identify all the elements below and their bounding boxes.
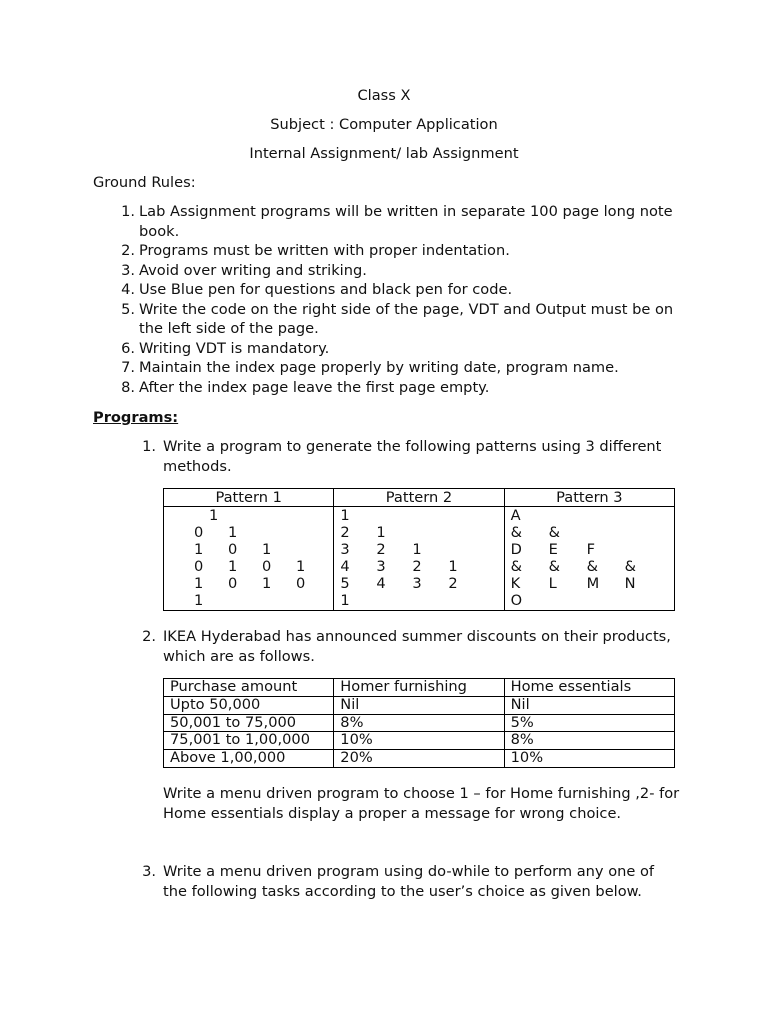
pattern-char: 1 xyxy=(376,524,386,541)
pattern-char: 1 xyxy=(262,541,272,558)
program-text: Write a program to generate the following patterns using 3 different methods. xyxy=(163,438,662,475)
rule-number: 3. xyxy=(121,261,135,279)
pattern-char: & xyxy=(510,558,523,575)
rule-text: After the index page leave the first page empty. xyxy=(139,378,490,396)
pattern-char: 3 xyxy=(340,541,350,558)
table-cell: 20% xyxy=(334,750,504,768)
rule-number: 8. xyxy=(121,378,135,396)
ground-rules-title: Ground Rules: xyxy=(93,174,196,191)
pattern-char: 1 xyxy=(194,592,204,609)
rule-number: 1. xyxy=(121,203,135,220)
program-number: 1. xyxy=(142,438,156,455)
pattern-char: & xyxy=(510,524,523,541)
pattern-char: & xyxy=(624,558,637,575)
subject-heading: Subject : Computer Application xyxy=(270,116,498,133)
table-header-cell: Purchase amount xyxy=(164,679,334,697)
pattern-char: 2 xyxy=(448,575,458,592)
pattern-char: 1 xyxy=(296,558,306,575)
class-heading: Class X xyxy=(357,87,411,104)
program-text: IKEA Hyderabad has announced summer discounts on their products, which are as follows. xyxy=(163,628,671,665)
program-2-note: Write a menu driven program to choose 1 – for Home furnishing ,2- for Home essentials display a proper a message for wrong choice. xyxy=(163,785,680,822)
pattern-3-cell xyxy=(504,507,674,611)
rule-number: 5. xyxy=(121,300,135,318)
pattern-char: 0 xyxy=(228,575,238,592)
table-cell: Above 1,00,000 xyxy=(164,750,334,768)
program-text: Write a menu driven program using do-while to perform any one of the following tasks according to the user’s choice as given below. xyxy=(163,863,655,900)
table-row xyxy=(164,732,675,750)
pattern-1-cell xyxy=(164,507,334,611)
program-1 xyxy=(138,437,678,476)
ground-rules-list xyxy=(93,202,683,397)
rule-number: 4. xyxy=(121,281,135,298)
rule-item xyxy=(93,339,683,359)
pattern-char: 0 xyxy=(296,575,306,592)
pattern-char: F xyxy=(586,541,596,558)
table-row xyxy=(164,507,675,611)
pattern-char: 2 xyxy=(340,524,350,541)
pattern-char: 2 xyxy=(376,541,386,558)
table-header-cell: Pattern 2 xyxy=(334,489,504,507)
table-cell: Nil xyxy=(504,696,674,714)
pattern-char: 1 xyxy=(262,575,272,592)
pattern-char: 2 xyxy=(412,558,422,575)
table-cell: 10% xyxy=(504,750,674,768)
pattern-char: & xyxy=(548,524,561,541)
table-header-cell: Pattern 3 xyxy=(504,489,674,507)
pattern-char: 5 xyxy=(340,575,350,592)
rule-item xyxy=(93,358,683,378)
table-header-row xyxy=(164,489,675,507)
table-cell: 8% xyxy=(334,714,504,732)
pattern-char: 1 xyxy=(412,541,422,558)
program-number: 3. xyxy=(142,863,156,880)
pattern-char: A xyxy=(510,507,521,524)
pattern-char: 4 xyxy=(376,575,386,592)
rule-item xyxy=(93,280,683,300)
pattern-char: N xyxy=(624,575,636,592)
rule-text: Write the code on the right side of the page, VDT and Output must be on the left side of the page. xyxy=(139,300,674,337)
rule-text: Use Blue pen for questions and black pen for code. xyxy=(139,281,513,298)
pattern-char: 1 xyxy=(209,507,219,524)
programs-title: Programs: xyxy=(93,409,179,426)
pattern-char: 1 xyxy=(194,541,204,558)
rule-item xyxy=(93,261,683,281)
table-cell: 50,001 to 75,000 xyxy=(164,714,334,732)
table-cell: 75,001 to 1,00,000 xyxy=(164,732,334,750)
rule-item xyxy=(93,202,683,241)
pattern-char: 1 xyxy=(194,575,204,592)
table-cell: 8% xyxy=(504,732,674,750)
pattern-char: 1 xyxy=(340,592,350,609)
pattern-char: & xyxy=(586,558,599,575)
pattern-char: 0 xyxy=(262,558,272,575)
table-row xyxy=(164,750,675,768)
program-3 xyxy=(138,862,678,901)
rule-number: 6. xyxy=(121,339,135,357)
table-cell: Nil xyxy=(334,696,504,714)
rule-number: 7. xyxy=(121,359,135,376)
table-header-cell: Pattern 1 xyxy=(164,489,334,507)
pattern-char: E xyxy=(548,541,558,558)
rule-item xyxy=(93,300,683,339)
pattern-char: 0 xyxy=(194,558,204,575)
pattern-char: 3 xyxy=(376,558,386,575)
table-header-row xyxy=(164,679,675,697)
patterns-table xyxy=(163,488,675,611)
rule-item xyxy=(93,241,683,261)
pattern-char: 1 xyxy=(340,507,350,524)
pattern-char: & xyxy=(548,558,561,575)
rule-text: Programs must be written with proper indentation. xyxy=(139,242,510,259)
discount-table xyxy=(163,678,675,768)
table-row xyxy=(164,696,675,714)
rule-number: 2. xyxy=(121,242,135,259)
table-cell: 10% xyxy=(334,732,504,750)
pattern-char: M xyxy=(586,575,600,592)
program-number: 2. xyxy=(142,628,156,645)
pattern-3-grid xyxy=(505,507,674,610)
assignment-heading: Internal Assignment/ lab Assignment xyxy=(249,145,519,162)
pattern-char: 4 xyxy=(340,558,350,575)
pattern-1-grid xyxy=(164,507,333,610)
pattern-char: O xyxy=(510,592,523,609)
pattern-2-grid xyxy=(334,507,503,610)
pattern-2-cell xyxy=(334,507,504,611)
program-2 xyxy=(138,627,678,666)
table-row xyxy=(164,714,675,732)
pattern-char: 0 xyxy=(194,524,204,541)
pattern-char: K xyxy=(510,575,521,592)
pattern-char: 0 xyxy=(228,541,238,558)
rule-text: Avoid over writing and striking. xyxy=(139,261,367,279)
table-header-cell: Homer furnishing xyxy=(334,679,504,697)
pattern-char: D xyxy=(510,541,522,558)
pattern-char: 3 xyxy=(412,575,422,592)
table-cell: 5% xyxy=(504,714,674,732)
rule-text: Maintain the index page properly by writing date, program name. xyxy=(139,359,619,376)
rule-text: Lab Assignment programs will be written in separate 100 page long note book. xyxy=(139,203,673,240)
rule-text: Writing VDT is mandatory. xyxy=(139,339,330,357)
pattern-char: L xyxy=(548,575,557,592)
pattern-char: 1 xyxy=(448,558,458,575)
table-cell: Upto 50,000 xyxy=(164,696,334,714)
rule-item xyxy=(93,378,683,398)
pattern-char: 1 xyxy=(228,524,238,541)
pattern-char: 1 xyxy=(228,558,238,575)
table-header-cell: Home essentials xyxy=(504,679,674,697)
